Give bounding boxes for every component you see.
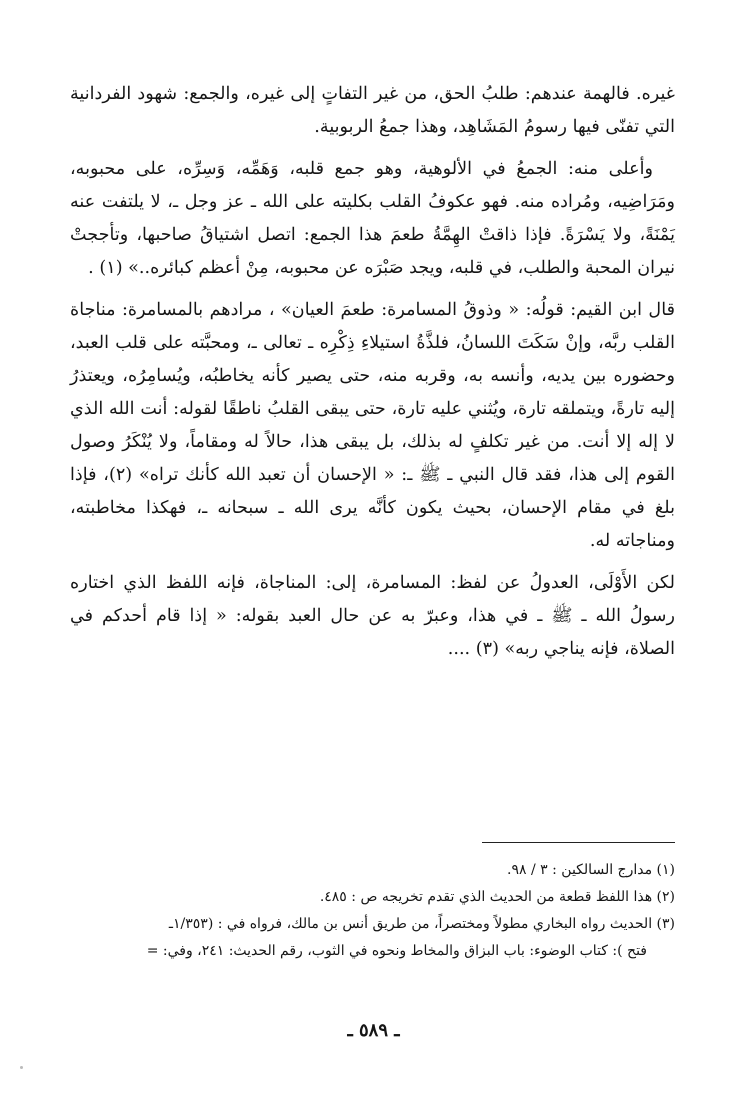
footnotes bbox=[70, 857, 675, 965]
footnote-3-continued: فتح ): كتاب الوضوء: باب البزاق والمخاط ونحوه في الثوب، رقم الحديث: ٢٤١، وفي: = bbox=[146, 943, 647, 959]
page-number: ـ ٥٨٩ ـ bbox=[347, 1020, 400, 1041]
paragraph-1: غيره. فالهمة عندهم: طلبُ الحق، من غير التفاتٍ إلى غيره، والجمع: شهود الفردانية التي تفنّى فيها رسومُ المَشَاهِد، وهذا جمعُ الربوبية. bbox=[70, 84, 675, 137]
footnote-3: (٣) الحديث رواه البخاري مطولاً ومختصراً، من طريق أنس بن مالك، فرواه في : (١/٣٥٣ـ bbox=[168, 916, 675, 932]
main-text bbox=[70, 78, 675, 666]
footnote-2: (٢) هذا اللفظ قطعة من الحديث الذي تقدم تخريجه ص : ٤٨٥. bbox=[319, 889, 675, 905]
scan-speck bbox=[20, 1066, 23, 1069]
paragraph-4: لكن الأَوْلَى، العدولُ عن لفظ: المسامرة، إلى: المناجاة، فإنه اللفظ الذي اختاره رسولُ الله ـ ﷺ ـ في هذا، وعبرّ به عن حال العبد بقوله: « إذا قام أحدكم في الصلاة، فإنه يناجي ربه» (٣) .... bbox=[70, 573, 675, 659]
footnote-1: (١) مدارج السالكين : ٣ / ٩٨. bbox=[507, 862, 675, 878]
footnote-separator bbox=[482, 842, 675, 843]
paragraph-3: قال ابن القيم: قولُه: « وذوقُ المسامرة: طعمَ العيان» ، مرادهم بالمسامرة: مناجاة القلب ربَّه، وإنْ سَكَتَ اللسانُ، فلذَّةُ استيلاءِ ذِكْرِه ـ تعالى ـ، ومحبَّته على قلب العبد، وحضوره بين يديه، وأنسه به، وقربه منه، حتى يصير كأنه يخاطبُه، ويُسامِرُه، ويعتذرُ إليه تارةً، ويتملقه تارة، ويُثني عليه تارة، حتى يبقى القلبُ ناطقًا لقوله: أنت الله الذي لا إله إلا أنت. من غير تكلفٍ له بذلك، بل يبقى هذا، حالاً له ومقاماً، ولا يُنْكَرُ وصول القوم إلى هذا، فقد قال النبي ـ ﷺ ـ: « الإحسان أن تعبد الله كأنك تراه» (٢)، فإذا بلغ في مقام الإحسان، بحيث يكون كأنَّه يرى الله ـ سبحانه ـ، فهكذا مخاطبته، ومناجاته له. bbox=[70, 300, 675, 551]
paragraph-2: وأعلى منه: الجمعُ في الألوهية، وهو جمع قلبه، وَهَمِّه، وَسِرِّه، على محبوبه، ومَرَاضِيه، ومُراده منه. فهو عكوفُ القلب بكليته على الله ـ عز وجل ـ، لا يلتفت عنه يَمْنَةً، ولا يَسْرَةً. فإذا ذاقتْ الهِمَّةُ طعمَ هذا الجمع: اتصل اشتياقُ صاحبها، وتأججتْ نيران المحبة والطلب، في قلبه، ويجد صَبْرَه عن محبوبه، مِنْ أعظم كبائره..» (١) . bbox=[70, 159, 675, 278]
